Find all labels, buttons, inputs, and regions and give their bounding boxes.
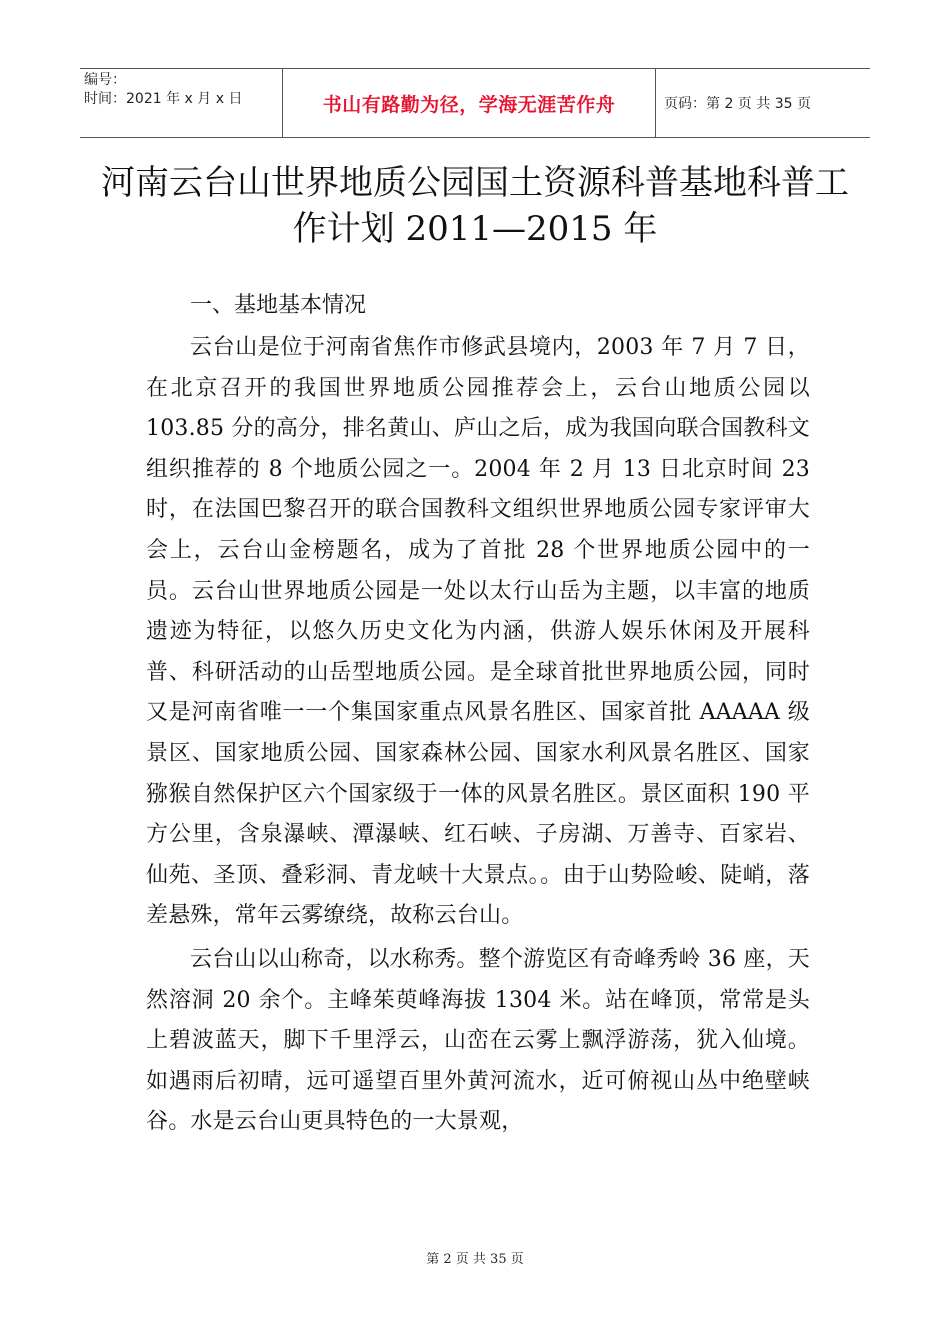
header-motto: 书山有路勤为径，学海无涯苦作舟 [282, 69, 656, 137]
page-header [80, 68, 870, 138]
document-body [146, 286, 810, 1146]
document-number-label: 编号： [84, 72, 126, 88]
header-page-info: 页码：第 2 页 共 35 页 [664, 96, 811, 112]
document-date-label: 时间：2021 年 x 月 x 日 [84, 91, 243, 107]
body-paragraph: 云台山是位于河南省焦作市修武县境内，2003 年 7 月 7 日，在北京召开的我国世界地质公园推荐会上，云台山地质公园以 103.85 分的高分，排名黄山、庐山之后，成为我国向联合国教科文组织推荐的 8 个地质公园之一。2004 年 2 月 13 日北京时间 23 时，在法国巴黎召开的联合国教科文组织世界地质公园专家评审大会上，云台山金榜题名，成为了首批 28 个世界地质公园中的一员。云台山世界地质公园是一处以太行山岳为主题，以丰富的地质遗迹为特征，以悠久历史文化为内涵，供游人娱乐休闲及开展科普、科研活动的山岳型地质公园。是全球首批世界地质公园，同时又是河南省唯一一个集国家重点风景名胜区、国家首批 AAAAA 级景区、国家地质公园、国家森林公园、国家水利风景名胜区、国家猕猴自然保护区六个国家级于一体的风景名胜区。景区面积 190 平方公里，含泉瀑峡、潭瀑峡、红石峡、子房湖、万善寺、百家岩、仙苑、圣顶、叠彩洞、青龙峡十大景点。。由于山势险峻、陡峭，落差悬殊，常年云雾缭绕，故称云台山。 [146, 335, 810, 929]
body-paragraph: 云台山以山称奇，以水称秀。整个游览区有奇峰秀岭 36 座，天然溶洞 20 余个。主峰茱萸峰海拔 1304 米。站在峰顶，常常是头上碧波蓝天，脚下千里浮云，山峦在云雾上飘浮游荡，犹入仙境。如遇雨后初晴，远可遥望百里外黄河流水，近可俯视山丛中绝壁峡谷。水是云台山更具特色的一大景观， [146, 946, 810, 1135]
page-footer: 第 2 页 共 35 页 [426, 1252, 524, 1267]
header-meta [80, 69, 282, 137]
document-title: 河南云台山世界地质公园国土资源科普基地科普工作计划 2011—2015 年 [101, 163, 849, 249]
section-heading: 一、基地基本情况 [190, 293, 367, 318]
